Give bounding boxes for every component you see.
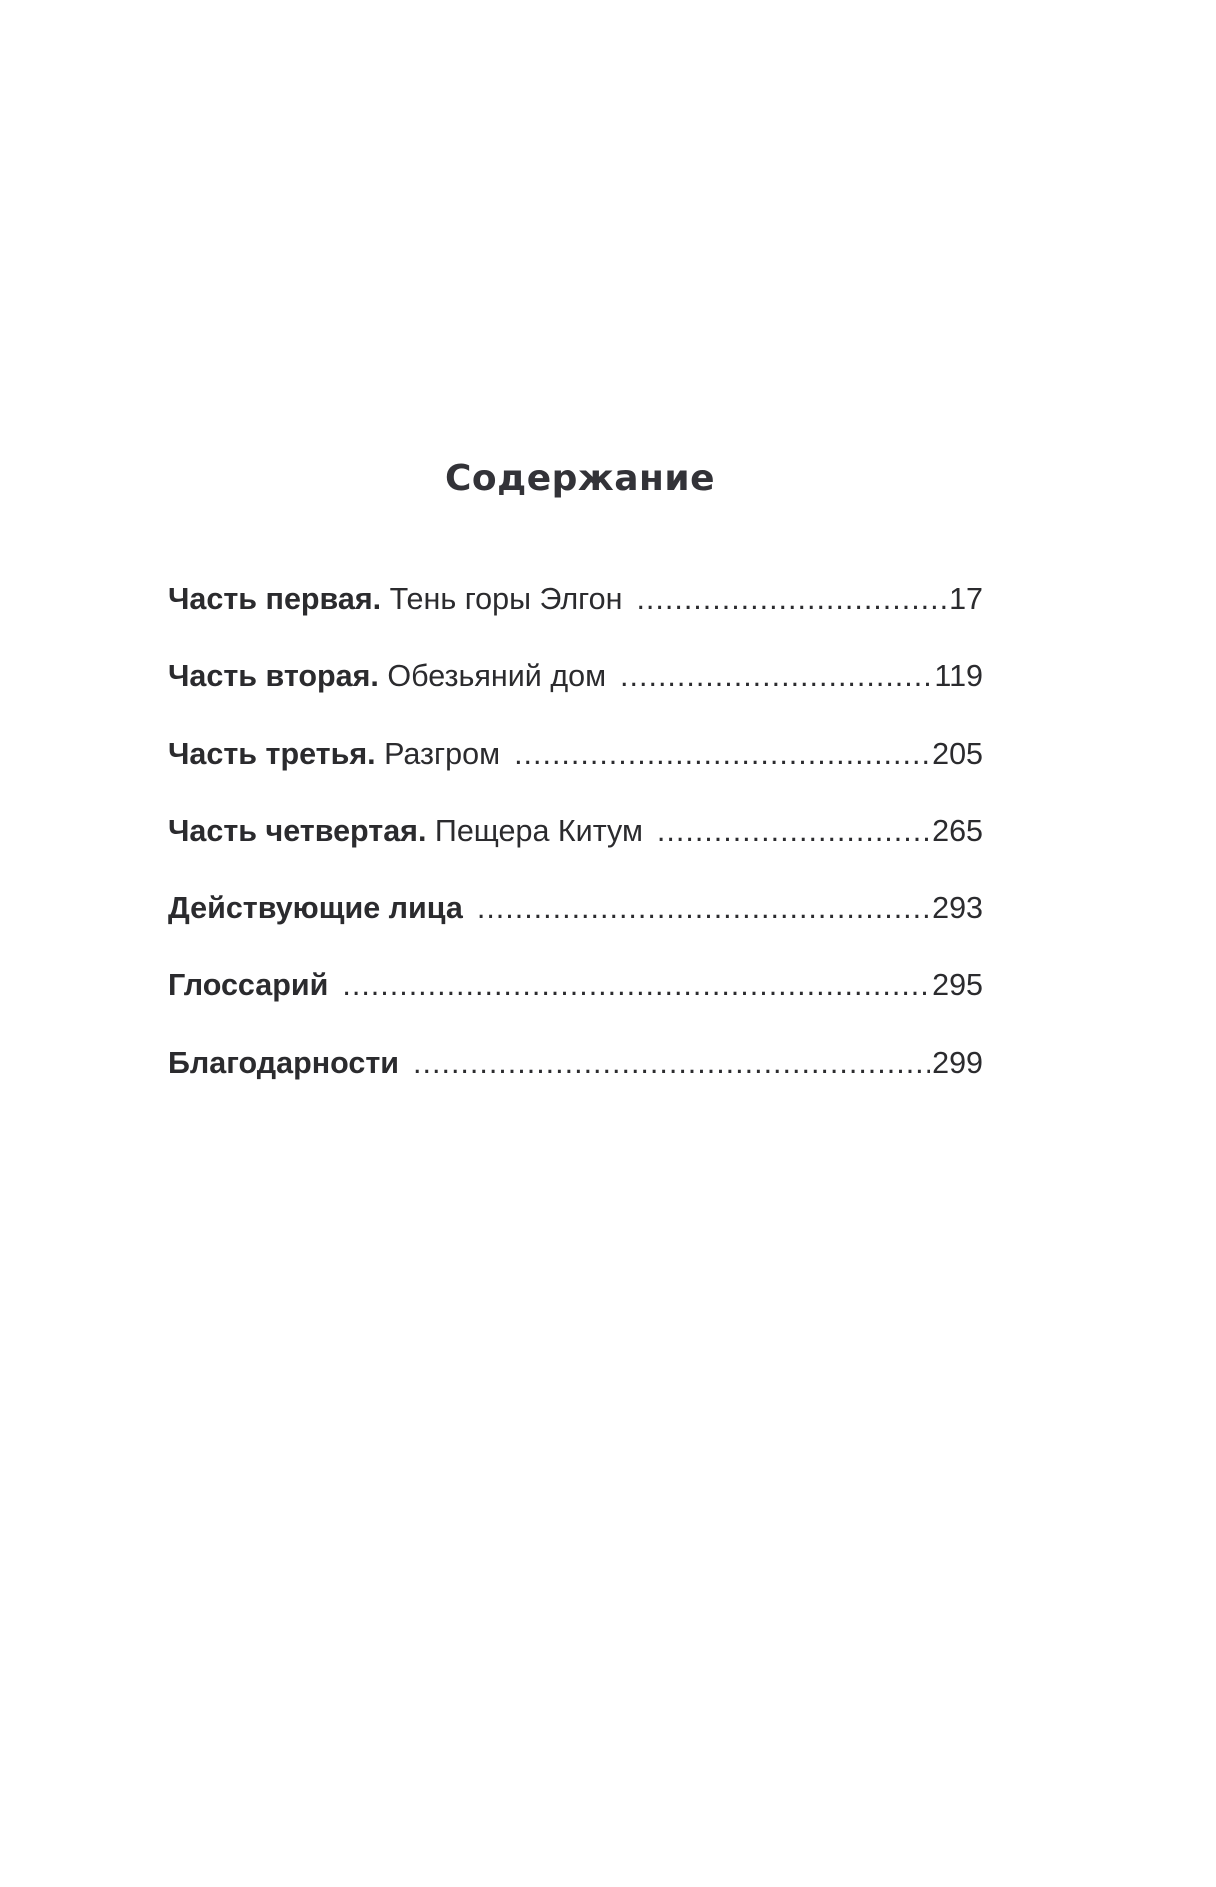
entry-page-number: 299 [932, 1045, 983, 1080]
toc-title: Содержание [444, 458, 716, 499]
entry-page-number: 265 [932, 813, 983, 848]
dot-leader [620, 655, 932, 697]
entry-part-title: Часть четвертая. [168, 813, 427, 848]
entry-label [168, 964, 328, 1006]
entry-page-number: 295 [932, 968, 983, 1003]
dot-leader [413, 1042, 930, 1084]
toc-entry-glossary[interactable] [168, 964, 983, 1041]
entry-label [168, 887, 463, 929]
entry-part-title: Часть третья. [168, 736, 376, 771]
entry-page-number: 17 [949, 582, 983, 616]
entry-page-number: 293 [932, 891, 983, 926]
entry-chapter-name: Обезьяний дом [387, 659, 607, 694]
toc-entry-part-1[interactable] [168, 578, 983, 655]
entry-label [168, 578, 622, 620]
dot-leader [477, 887, 930, 929]
entry-chapter-name: Разгром [384, 736, 501, 771]
entry-section-title: Глоссарий [168, 968, 329, 1003]
dot-leader [657, 810, 930, 852]
entry-label [168, 733, 500, 775]
entry-section-title: Действующие лица [168, 891, 463, 926]
toc-entry-characters[interactable] [168, 887, 983, 964]
dot-leader [636, 578, 947, 620]
dot-leader [514, 733, 930, 775]
entry-label [168, 1042, 399, 1084]
toc-entry-acknowledgements[interactable] [168, 1042, 983, 1119]
toc-entry-part-2[interactable] [168, 655, 983, 732]
toc-entry-part-3[interactable] [168, 733, 983, 810]
toc-entry-part-4[interactable] [168, 810, 983, 887]
entry-label [168, 655, 606, 697]
entry-label [168, 810, 643, 852]
toc-list [168, 578, 983, 1119]
dot-leader [342, 964, 930, 1006]
entry-page-number: 119 [934, 659, 983, 694]
entry-section-title: Благодарности [168, 1045, 400, 1080]
entry-chapter-name: Пещера Китум [434, 813, 643, 848]
entry-part-title: Часть вторая. [168, 659, 379, 694]
entry-chapter-name: Тень горы Элгон [389, 582, 623, 616]
entry-page-number: 205 [932, 736, 983, 771]
entry-part-title: Часть первая. [168, 582, 382, 616]
